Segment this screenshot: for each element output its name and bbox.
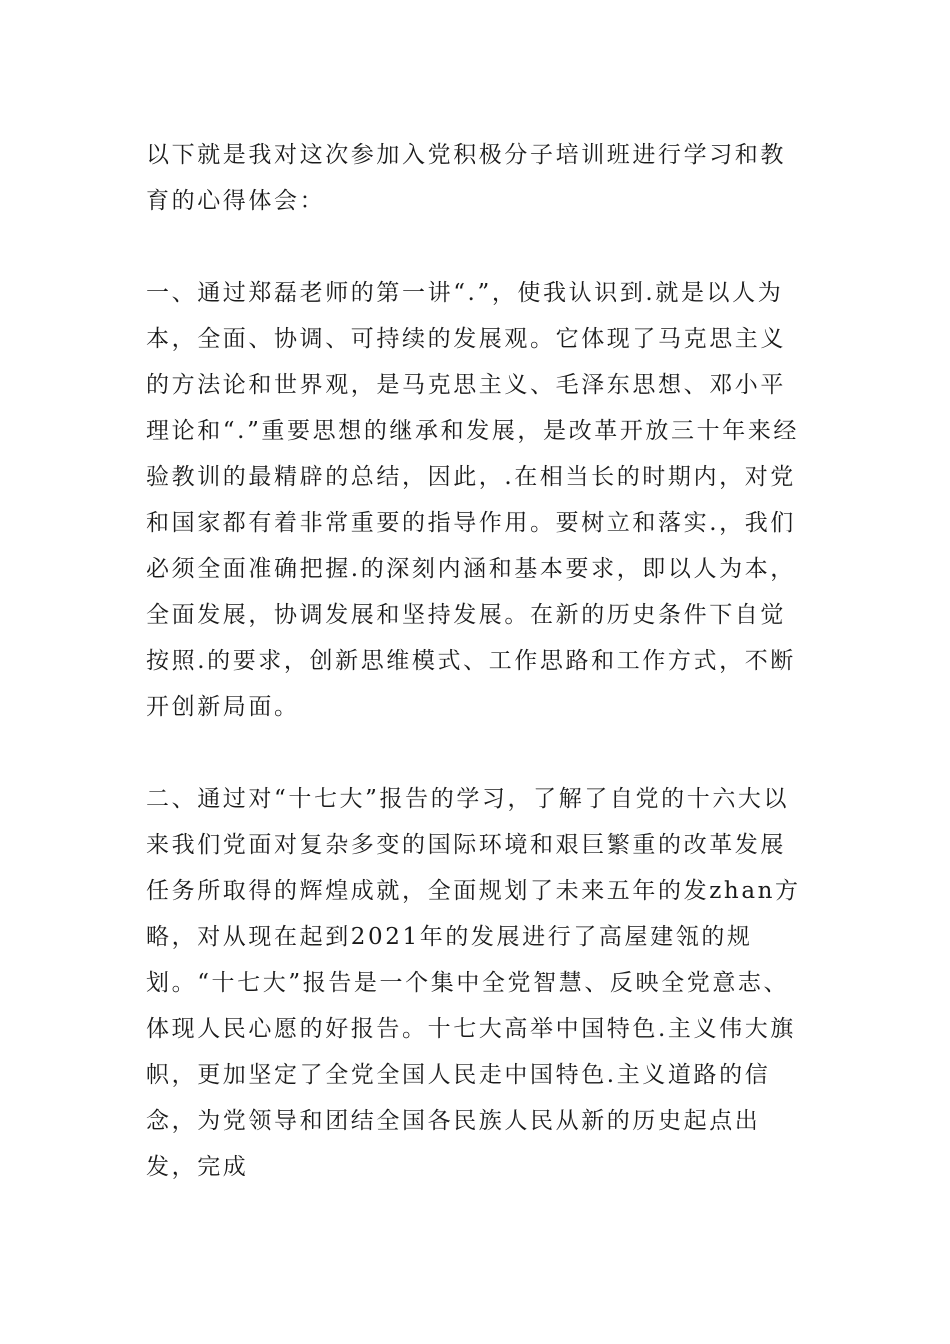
paragraph-one: 一、通过郑磊老师的第一讲“.”，使我认识到.就是以人为本，全面、协调、可持续的发展观。它体现了马克思主义的方法论和世界观，是马克思主义、毛泽东思想、邓小平理论和“.”重要思想的继承和发展，是改革开放三十年来经验教训的最精辟的总结，因此，.在相当长的时期内，对党和国家都有着非常重要的指导作用。要树立和落实.，我们必须全面准确把握.的深刻内涵和基本要求，即以人为本，全面发展，协调发展和坚持发展。在新的历史条件下自觉按照.的要求，创新思维模式、工作思路和工作方式，不断开创新局面。 [146, 280, 800, 720]
paragraph-two: 二、通过对“十七大”报告的学习，了解了自党的十六大以来我们党面对复杂多变的国际环境和艰巨繁重的改革发展任务所取得的辉煌成就，全面规划了未来五年的发zhan方略，对从现在起到2021年的发展进行了高屋建瓴的规划。“十七大”报告是一个集中全党智慧、反映全党意志、体现人民心愿的好报告。十七大高举中国特色.主义伟大旗帜，更加坚定了全党全国人民走中国特色.主义道路的信念，为党领导和团结全国各民族人民从新的历史起点出发，完成 [146, 786, 801, 1180]
paragraph-intro: 以下就是我对这次参加入党积极分子培训班进行学习和教育的心得体会： [146, 142, 786, 214]
document-body [146, 132, 811, 1190]
